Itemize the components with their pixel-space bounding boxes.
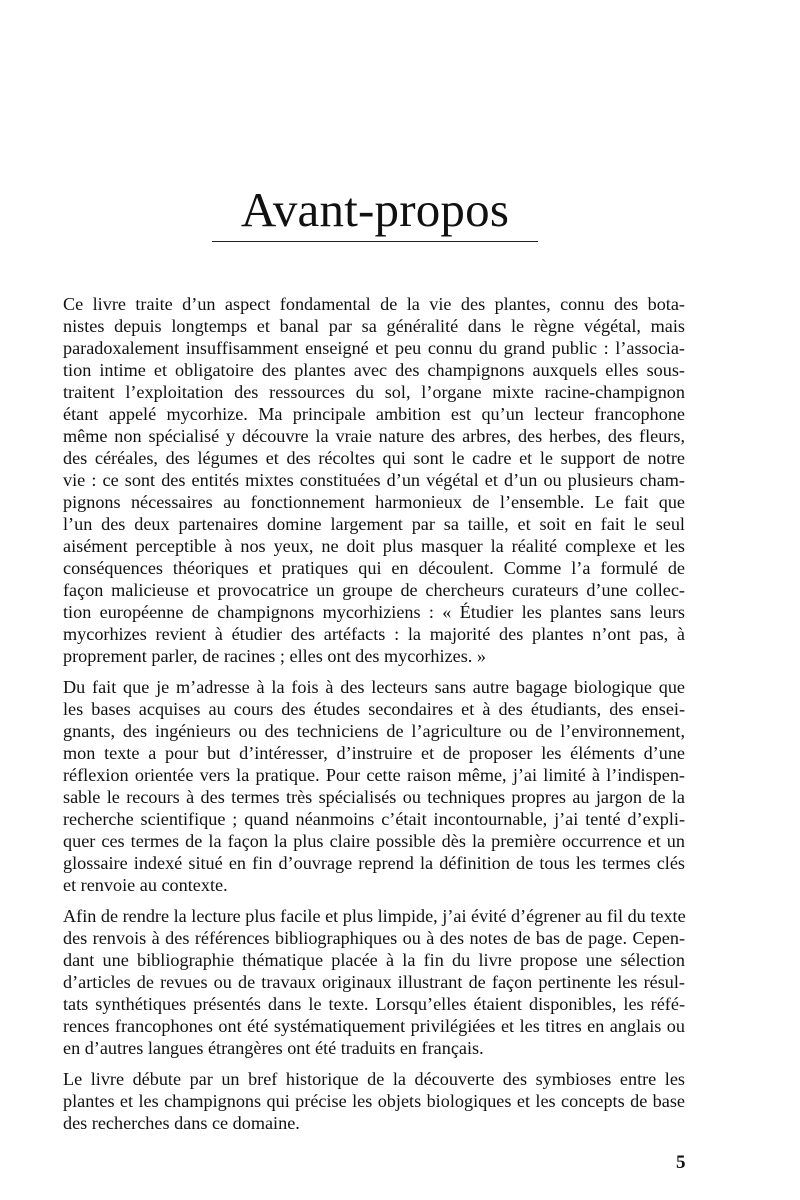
text-line: des céréales, des légumes et des récoltes qui sont le cadre et le support de notre bbox=[63, 448, 685, 468]
text-line: mycorhizes revient à étudier des artéfacts : la majorité des plantes n’ont pas, à bbox=[63, 624, 685, 644]
text-line: pignons nécessaires au fonctionnement harmonieux de l’ensemble. Le fait que bbox=[63, 492, 685, 512]
text-line: aisément perceptible à nos yeux, ne doit plus masquer la réalité complexe et les bbox=[63, 536, 685, 556]
text-line: étant appelé mycorhize. Ma principale ambition est qu’un lecteur francophone bbox=[63, 404, 685, 424]
text-line: des recherches dans ce domaine. bbox=[63, 1113, 300, 1133]
text-line: même non spécialisé y découvre la vraie nature des arbres, des herbes, des fleurs, bbox=[63, 426, 685, 446]
text-line: vie : ce sont des entités mixtes constituées d’un végétal et d’un ou plusieurs cham- bbox=[63, 470, 685, 490]
title-underline-rule bbox=[212, 241, 538, 242]
text-line: Afin de rendre la lecture plus facile et plus limpide, j’ai évité d’égrener au fil du texte bbox=[63, 906, 686, 926]
paragraph-4 bbox=[63, 1068, 685, 1134]
text-line: tats synthétiques présentés dans le texte. Lorsqu’elles étaient disponibles, les réfé- bbox=[63, 994, 685, 1014]
chapter-title: Avant-propos bbox=[240, 182, 510, 237]
text-line: Du fait que je m’adresse à la fois à des lecteurs sans autre bagage biologique que bbox=[63, 677, 685, 697]
text-line: sable le recours à des termes très spécialisés ou techniques propres au jargon de la bbox=[63, 787, 685, 807]
text-line: gnants, des ingénieurs ou des techniciens de l’agriculture ou de l’environnement, bbox=[63, 721, 685, 741]
text-line: dant une bibliographie thématique placée à la fin du livre propose une sélection bbox=[63, 950, 685, 970]
text-line: l’un des deux partenaires domine largement par sa taille, et soit en fait le seul bbox=[63, 514, 685, 534]
text-line: en d’autres langues étrangères ont été traduits en français. bbox=[63, 1038, 484, 1058]
text-line: nistes depuis longtemps et banal par sa généralité dans le règne végétal, mais bbox=[63, 316, 685, 336]
text-line: rences francophones ont été systématiquement privilégiées et les titres en anglais ou bbox=[63, 1016, 685, 1036]
paragraph-3 bbox=[63, 905, 685, 1059]
text-line: proprement parler, de racines ; elles ont des mycorhizes. » bbox=[63, 646, 486, 666]
text-line: tion intime et obligatoire des plantes avec des champignons auxquels elles sous- bbox=[63, 360, 685, 380]
page-number: 5 bbox=[676, 1152, 686, 1173]
text-line: Ce livre traite d’un aspect fondamental de la vie des plantes, connu des bota- bbox=[63, 294, 685, 314]
text-line: paradoxalement insuffisamment enseigné et peu connu du grand public : l’associa- bbox=[63, 338, 685, 358]
text-line: façon malicieuse et provocatrice un groupe de chercheurs curateurs d’une collec- bbox=[63, 580, 685, 600]
text-line: les bases acquises au cours des études secondaires et à des étudiants, des ensei- bbox=[63, 699, 685, 719]
text-line: et renvoie au contexte. bbox=[63, 875, 228, 895]
paragraph-1 bbox=[63, 293, 685, 667]
text-line: mon texte a pour but d’intéresser, d’instruire et de proposer les éléments d’une bbox=[63, 743, 685, 763]
text-line: réflexion orientée vers la pratique. Pour cette raison même, j’ai limité à l’indispen- bbox=[63, 765, 685, 785]
text-line: quer ces termes de la façon la plus claire possible dès la première occurrence et un bbox=[63, 831, 685, 851]
text-line: recherche scientifique ; quand néanmoins c’était incontournable, j’ai tenté d’expli- bbox=[63, 809, 685, 829]
text-line: des renvois à des références bibliographiques ou à des notes de bas de page. Cepen- bbox=[63, 928, 685, 948]
text-line: traitent l’exploitation des ressources du sol, l’organe mixte racine-champignon bbox=[63, 382, 685, 402]
paragraph-2 bbox=[63, 676, 685, 896]
body-text bbox=[63, 293, 685, 1143]
text-line: tion européenne de champignons mycorhiziens : « Étudier les plantes sans leurs bbox=[63, 602, 685, 622]
text-line: glossaire indexé situé en fin d’ouvrage reprend la définition de tous les termes clés bbox=[63, 853, 685, 873]
text-line: d’articles de revues ou de travaux originaux illustrant de façon pertinente les résul- bbox=[63, 972, 685, 992]
text-line: conséquences théoriques et pratiques qui en découlent. Comme l’a formulé de bbox=[63, 558, 685, 578]
text-line: Le livre débute par un bref historique de la découverte des symbioses entre les bbox=[63, 1069, 685, 1089]
text-line: plantes et les champignons qui précise les objets biologiques et les concepts de base bbox=[63, 1091, 685, 1111]
